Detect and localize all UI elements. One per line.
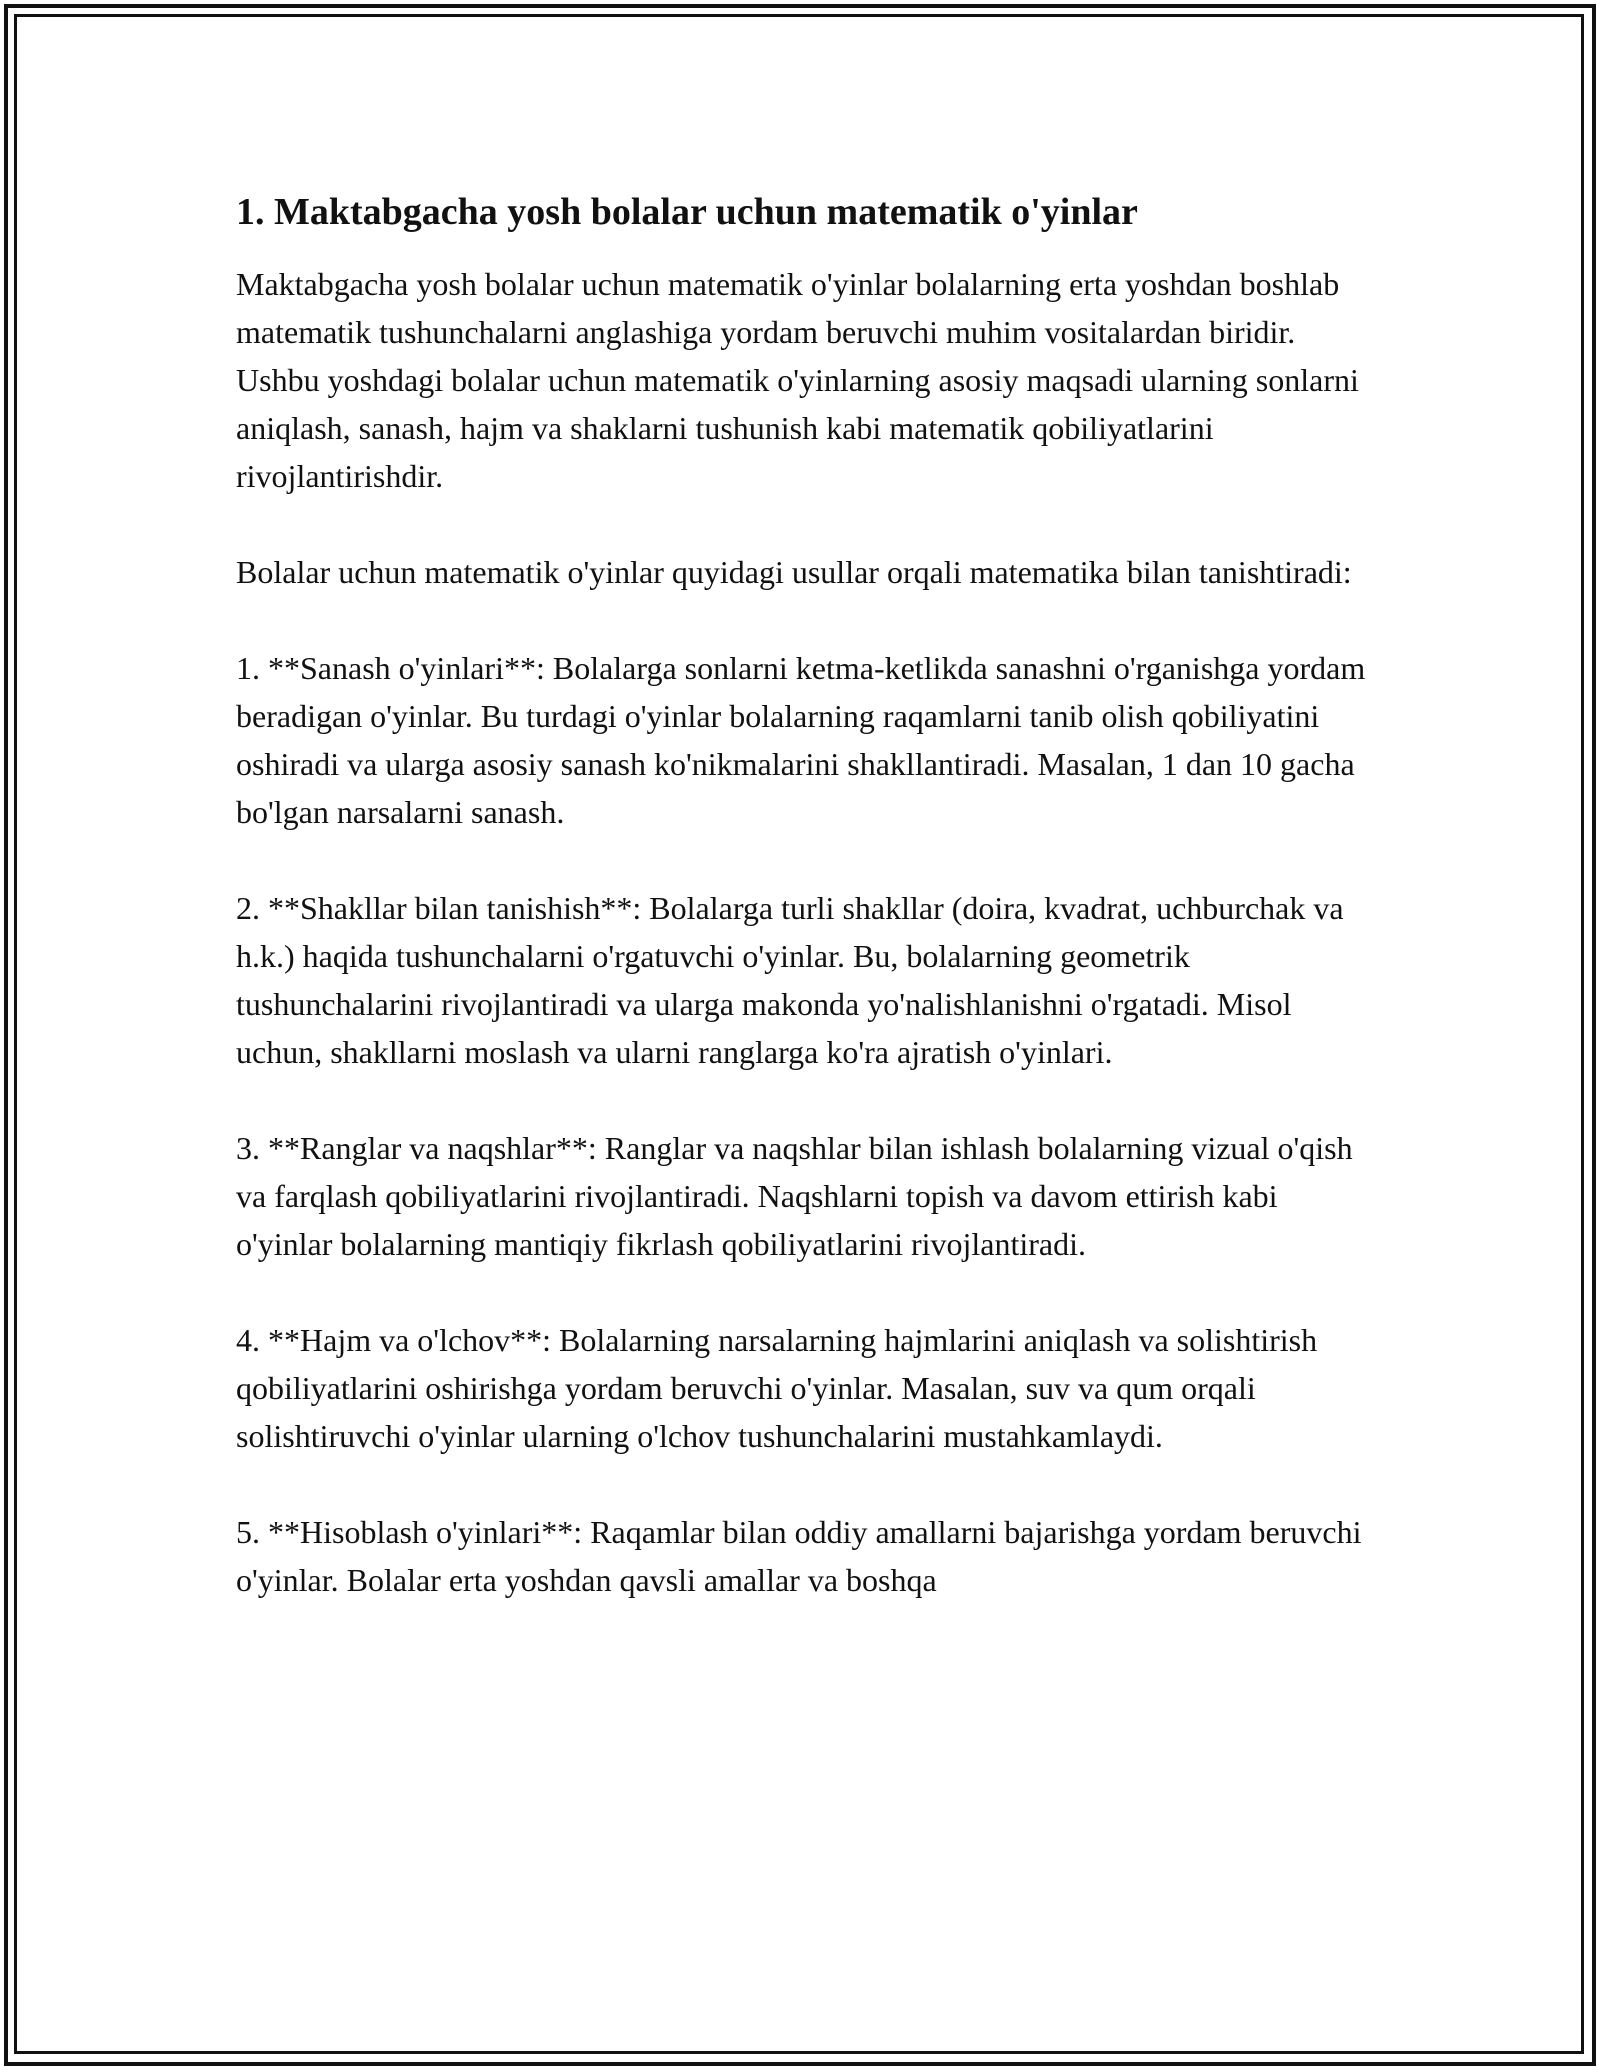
list-item-counting-games: 1. **Sanash o'yinlari**: Bolalarga sonlarni ketma-ketlikda sanashni o'rganishga yordam beradigan o'yinlar. Bu turdagi o'yinlar bolalarning raqamlarni tanib olish qobiliyatini oshiradi va ularga asosiy sanash ko'nikmalarini shakllantiradi. Masalan, 1 dan 10 gacha bo'lgan narsalarni sanash. <box>236 650 1366 830</box>
document-body <box>236 186 1376 1604</box>
list-item-volume-measure: 4. **Hajm va o'lchov**: Bolalarning narsalarning hajmlarini aniqlash va solishtirish qobiliyatlarini oshirishga yordam beruvchi o'yinlar. Masalan, suv va qum orqali solishtiruvchi o'yinlar ularning o'lchov tushunchalarini mustahkamlaydi. <box>236 1322 1318 1454</box>
list-item-colors-patterns: 3. **Ranglar va naqshlar**: Ranglar va naqshlar bilan ishlash bolalarning vizual o'qish va farqlash qobiliyatlarini rivojlantiradi. Naqshlarni topish va davom ettirish kabi o'yinlar bolalarning mantiqiy fikrlash qobiliyatlarini rivojlantiradi. <box>236 1130 1353 1262</box>
paragraph-intro: Maktabgacha yosh bolalar uchun matematik o'yinlar bolalarning erta yoshdan boshlab matematik tushunchalarni anglashiga yordam beruvchi muhim vositalardan biridir. Ushbu yoshdagi bolalar uchun matematik o'yinlarning asosiy maqsadi ularning sonlarni aniqlash, sanash, hajm va shaklarni tushunish kabi matematik qobiliyatlarini rivojlantirishdir. <box>236 266 1359 494</box>
list-item-calculation-games: 5. **Hisoblash o'yinlari**: Raqamlar bilan oddiy amallarni bajarishga yordam beruvchi o'yinlar. Bolalar erta yoshdan qavsli amallar va boshqa <box>236 1514 1362 1598</box>
paragraph-methods-lead: Bolalar uchun matematik o'yinlar quyidagi usullar orqali matematika bilan tanishtiradi: <box>236 554 1352 590</box>
list-item-shapes: 2. **Shakllar bilan tanishish**: Bolalarga turli shakllar (doira, kvadrat, uchburchak va h.k.) haqida tushunchalarni o'rgatuvchi o'yinlar. Bu, bolalarning geometrik tushunchalarini rivojlantiradi va ularga makonda yo'nalishlanishni o'rgatadi. Misol uchun, shakllarni moslash va ularni ranglarga ko'ra ajratish o'yinlari. <box>236 890 1344 1070</box>
section-heading: 1. Maktabgacha yosh bolalar uchun matematik o'yinlar <box>236 191 1138 233</box>
